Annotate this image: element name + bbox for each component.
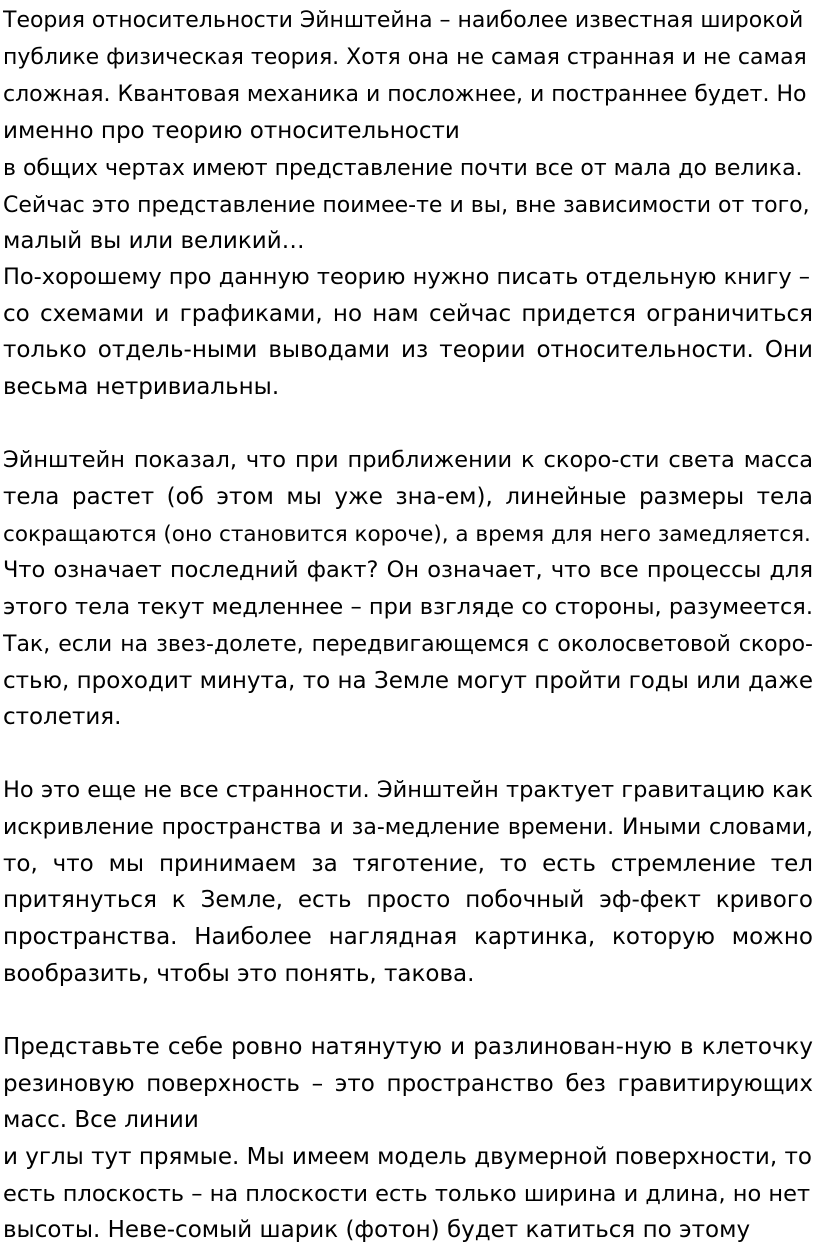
text-line: публике физическая теория. Хотя она не самая странная и не самая [3, 45, 807, 70]
text-line: Представьте себе ровно натянутую и разлинован-ную в клеточку [3, 1034, 813, 1060]
text-line: притянуться к Земле, есть просто побочный эф-фект кривого [3, 887, 813, 913]
text-line: столетия. [3, 704, 122, 730]
text-line: резиновую поверхность – это пространство без гравитирующих [3, 1071, 813, 1097]
text-line: Но это еще не все странности. Эйнштейн трактует гравитацию как [3, 777, 813, 803]
text-line: именно про теорию относительности [3, 118, 460, 144]
text-line: масс. Все линии [3, 1107, 199, 1133]
text-line: стью, проходит минута, то на Земле могут пройти годы или даже [3, 668, 813, 694]
text-line: Сейчас это представление поимее-те и вы, вне зависимости от того, [3, 193, 810, 218]
text-line: высоты. Неве-сомый шарик (фотон) будет катиться по этому [3, 1217, 751, 1243]
text-line: Что означает последний факт? Он означает, что все процессы для [3, 557, 813, 583]
text-line: этого тела текут медленнее – при взгляде со стороны, разумеется. [3, 594, 813, 620]
text-line: сложная. Квантовая механика и посложнее, и постраннее будет. Но [3, 82, 807, 107]
text-line: По-хорошему про данную теорию нужно писать отдельную книгу – [3, 264, 811, 290]
text-line: весьма нетривиальны. [3, 374, 280, 400]
text-line: Эйнштейн показал, что при приближении к скоро-сти света масса [3, 447, 813, 473]
text-line: со схемами и графиками, но нам сейчас придется ограничиться [3, 301, 813, 327]
text-line: есть плоскость – на плоскости есть только ширина и длина, но нет [3, 1181, 811, 1207]
text-line: пространства. Наиболее наглядная картинка, которую можно [3, 924, 813, 950]
text-line: Так, если на звез-долете, передвигающемся с околосветовой скоро- [3, 632, 813, 657]
text-line: и углы тут прямые. Мы имеем модель двумерной поверхности, то [3, 1144, 812, 1170]
text-line: малый вы или великий… [3, 228, 305, 254]
text-line: то, что мы принимаем за тяготение, то есть стремление тел [3, 851, 813, 877]
text-line: сокращаются (оно становится короче), а время для него замедляется. [3, 522, 811, 547]
text-line: искривление пространства и за-медление времени. Иными словами, [3, 815, 813, 840]
text-line: в общих чертах имеют представление почти все от мала до велика. [3, 156, 803, 181]
text-line: Теория относительности Эйнштейна – наиболее известная широкой [3, 8, 804, 33]
text-line: тела растет (об этом мы уже зна-ем), линейные размеры тела [3, 484, 813, 510]
text-line: только отдель-ными выводами из теории относительности. Они [3, 337, 813, 363]
text-line: вообразить, чтобы это понять, такова. [3, 961, 475, 987]
